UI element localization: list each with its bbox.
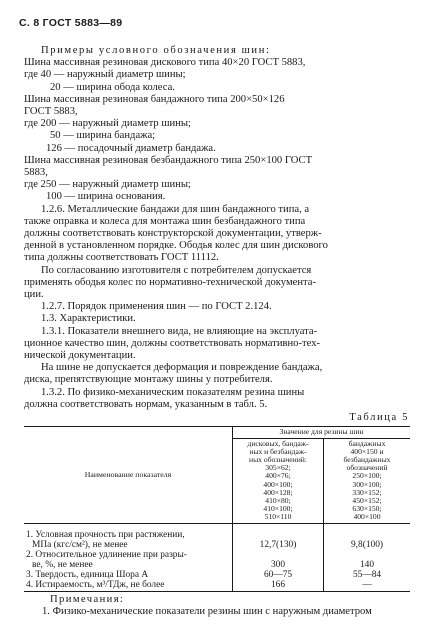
header-line: 410×100; xyxy=(263,504,293,514)
table-row xyxy=(24,580,410,592)
header-values-group: Значение для резины шин xyxy=(233,427,411,438)
note-1: 1. Физико-механические показатели резины шин с наружным диаметром xyxy=(42,605,372,617)
text-line: Примеры условного обозначения шин: xyxy=(41,45,271,56)
text-line: Шина массивная резиновая дискового типа 40×20 ГОСТ 5883, xyxy=(24,57,306,69)
header-line: 450×152; xyxy=(352,495,382,505)
text-line: должна соответствовать нормам, указанным в табл. 5. xyxy=(24,398,268,410)
header-line: ных обозначений: xyxy=(249,454,307,464)
text-line: 1.2.6. Металлические бандажи для шин бандажного типа, а xyxy=(41,203,310,215)
text-line: 50 — ширина бандажа; xyxy=(50,130,156,142)
cell-line: 1. Условная прочность при растяжении, xyxy=(26,529,185,540)
header-line: 510×110 xyxy=(264,512,292,522)
text-line: диска, препятствующие монтажу шины у потребителя. xyxy=(24,374,273,386)
header-col-b xyxy=(324,438,411,523)
text-block xyxy=(24,45,409,411)
table-5 xyxy=(24,426,410,591)
text-line: ГОСТ 5883, xyxy=(24,106,78,118)
header-col-a xyxy=(233,438,324,523)
header-line: 300×100; xyxy=(352,479,382,489)
text-line: ции. xyxy=(24,289,44,301)
text-line: 100 — ширина основания. xyxy=(46,191,166,203)
text-line: По согласованию изготовителя с потребителем допускается xyxy=(41,264,312,276)
cell-value-a: 60—75 xyxy=(233,570,324,580)
notes-title: Примечания: xyxy=(50,593,125,605)
cell-indicator xyxy=(24,570,233,580)
cell-value-a: 166 xyxy=(233,580,324,592)
text-line: 1.3. Характеристики. xyxy=(41,313,136,325)
text-line: нической документации. xyxy=(24,350,136,362)
table-row xyxy=(24,550,410,570)
header-line: 330×152; xyxy=(352,487,382,497)
header-line: ных и безбандаж- xyxy=(249,446,307,456)
text-line: 1.3.2. По физико-механическим показателям резина шины xyxy=(41,386,305,398)
cell-value-b: — xyxy=(324,580,411,592)
header-line: 250×100; xyxy=(352,471,382,481)
text-line: ционное качество шин, должны соответствовать нормативно-тех- xyxy=(24,337,321,349)
header-line: 400×100 xyxy=(353,512,381,522)
header-line: 305×62; xyxy=(265,463,291,473)
document-body xyxy=(24,45,409,618)
text-line: также оправка и колеса для монтажа шин безбандажного типа xyxy=(24,215,306,227)
cell-line: ве, %, не менее xyxy=(32,559,93,570)
table-row xyxy=(24,523,410,550)
text-line: 1.2.7. Порядок применения шин — по ГОСТ 2.124. xyxy=(41,301,272,313)
cell-value-a: 12,7(130) xyxy=(233,523,324,550)
header-line: безбандажных xyxy=(343,454,391,464)
text-line: применять ободья колес по нормативно-технической документа- xyxy=(24,276,317,288)
header-line: 400×128; xyxy=(263,487,293,497)
header-line: 400×150 и xyxy=(350,446,384,456)
text-line: Шина массивная резиновая бандажного типа 200×50×126 xyxy=(24,93,285,105)
header-line: 410×80; xyxy=(265,495,291,505)
text-line: 5883, xyxy=(24,167,48,179)
text-line: 126 — посадочный диаметр бандажа. xyxy=(46,142,216,154)
cell-line: 4. Истираемость, м³/ТДж, не более xyxy=(26,579,165,590)
cell-value-a: 300 xyxy=(233,550,324,570)
text-line: На шине не допускается деформация и повреждение бандажа, xyxy=(41,362,323,374)
text-line: 1.3.1. Показатели внешнего вида, не влияющие на эксплуата- xyxy=(41,325,318,337)
text-line: должны соответствовать конструкторской документации, утверж- xyxy=(24,228,322,240)
text-line: 20 — ширина обода колеса. xyxy=(50,81,175,93)
cell-value-b: 140 xyxy=(324,550,411,570)
cell-line: МПа (кгс/см²), не менее xyxy=(32,539,128,550)
page-header: С. 8 ГОСТ 5883—89 xyxy=(19,17,123,29)
text-line: Шина массивная резиновая безбандажного типа 250×100 ГОСТ xyxy=(24,154,313,166)
text-line: где 250 — наружный диаметр шины; xyxy=(24,179,191,191)
table-caption: Таблица 5 xyxy=(349,412,409,424)
text-line: денной в установленном порядке. Ободья колес для шин дискового xyxy=(24,240,328,252)
header-line: бандажных xyxy=(348,438,386,448)
cell-indicator xyxy=(24,550,233,570)
cell-indicator xyxy=(24,580,233,592)
cell-value-b: 9,8(100) xyxy=(324,523,411,550)
text-line: где 40 — наружный диаметр шины; xyxy=(24,69,186,81)
cell-indicator xyxy=(24,523,233,550)
cell-line: 3. Твердость, единица Шора А xyxy=(26,569,149,580)
header-line: обозначений xyxy=(346,463,388,473)
text-line: типа должны соответствовать ГОСТ 11112. xyxy=(24,252,219,264)
table-row xyxy=(24,570,410,580)
header-indicator-name: Наименование показателя xyxy=(24,427,233,523)
text-line: где 200 — наружный диаметр шины; xyxy=(24,118,191,130)
header-line: дисковых, бандаж- xyxy=(247,438,309,448)
cell-value-b: 55—84 xyxy=(324,570,411,580)
cell-line: 2. Относительное удлинение при разры- xyxy=(26,549,187,560)
header-line: 400×76; xyxy=(265,471,291,481)
header-line: 400×100; xyxy=(263,479,293,489)
header-line: 630×150; xyxy=(352,504,382,514)
